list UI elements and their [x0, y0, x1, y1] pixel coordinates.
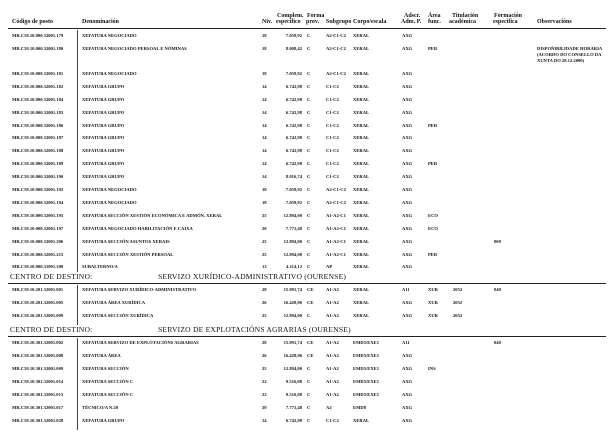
- cell-code: MR.C59.10.301.32001.017: [12, 405, 64, 410]
- header-formacion-1: Formación: [494, 13, 522, 19]
- cell-denominacion: XEFATURA GRUPO: [82, 161, 125, 167]
- cell-denominacion: XEFATURA GRUPO: [82, 135, 125, 141]
- table-row: [0, 161, 615, 171]
- cell-niv: 22: [262, 379, 267, 384]
- table-row: [0, 287, 615, 297]
- cell-complemento: 6.742,98: [285, 418, 302, 423]
- cell-subgrupo: C1-C2: [326, 161, 339, 167]
- cell-code: MR.C59.10.000.32001.215: [12, 251, 64, 257]
- cell-forma: C: [307, 33, 311, 38]
- cell-denominacion: XEFATURA NEGOCIADO HABILITACIÓN E CAIXA: [82, 225, 193, 231]
- cell-complemento: 8.016,74: [285, 174, 302, 180]
- cell-corpo: XERAL: [353, 33, 370, 38]
- table-row: [0, 405, 615, 415]
- cell-adscr: AXG: [402, 45, 413, 51]
- cell-corpo: XERAL: [353, 418, 370, 423]
- cell-adscr: AXG: [402, 225, 413, 231]
- cell-adscr: AXG: [402, 353, 413, 358]
- cell-area: INS: [428, 366, 436, 371]
- cell-corpo: EMD5/EXE1: [353, 392, 380, 397]
- cell-adscr: AXG: [402, 122, 413, 128]
- cell-observacions: DISPOÑIBILIDADE HORARIA (ACORDO DO CONSELLO DA XUNTA DO 28.12.2000): [537, 45, 602, 63]
- cell-niv: 14: [262, 418, 267, 423]
- cell-code: MR.C59.10.301.32001.015: [12, 392, 64, 397]
- cell-denominacion: XEFATURA ÁREA XURÍDICA: [82, 300, 146, 305]
- cell-subgrupo: A1-A2: [326, 340, 339, 345]
- table-row: [0, 174, 615, 184]
- cell-adscr: AXG: [402, 379, 413, 384]
- cell-adscr: A11: [402, 340, 410, 345]
- header-complem-1: Complem.: [277, 13, 304, 19]
- cell-code: MR.C59.10.301.32001.028: [12, 418, 64, 423]
- cell-niv: 13: [262, 264, 267, 270]
- table-row: [0, 226, 615, 236]
- cell-denominacion: XEFATURA NEGOCIADO PERSOAL E NÓMINAS: [82, 45, 187, 51]
- cell-adscr: AXG: [402, 418, 413, 423]
- table-row: [0, 45, 615, 63]
- cell-niv: 26: [262, 353, 267, 358]
- cell-code: MR.C59.10.000.32001.181: [12, 70, 64, 76]
- header-niv: Niv.: [262, 19, 273, 25]
- cell-corpo: XERAL: [353, 225, 370, 231]
- cell-corpo: XERAL: [353, 174, 370, 180]
- cell-complemento: 7.059,92: [285, 199, 302, 205]
- cell-niv: 20: [262, 405, 267, 410]
- cell-denominacion: XEFATURA GRUPO: [82, 148, 125, 154]
- cell-adscr: AXG: [402, 264, 413, 270]
- cell-denominacion: XEFATURA GRUPO: [82, 122, 125, 128]
- cell-code: MR.C59.10.301.32001.008: [12, 353, 64, 358]
- cell-complemento: 6.742,98: [285, 148, 302, 154]
- cell-code: MR.C59.10.301.32001.009: [12, 366, 64, 371]
- cell-subgrupo: A2-C1-C2: [326, 70, 346, 76]
- table-row: [0, 187, 615, 197]
- cell-complemento: 6.742,98: [285, 122, 302, 128]
- cell-forma: C: [307, 122, 311, 128]
- cell-complemento: 16.428,96: [283, 353, 302, 358]
- cell-formacion: 009: [494, 238, 501, 244]
- table-row: [0, 71, 615, 81]
- header-titulacion-1: Titulación: [452, 13, 479, 19]
- header-forma-2: prov.: [306, 19, 320, 25]
- cell-corpo: XERAL: [353, 212, 370, 218]
- cell-area: ECO: [428, 212, 438, 218]
- cell-forma: C: [307, 238, 311, 244]
- header-area-2: func.: [428, 19, 441, 25]
- cell-complemento: 15.991,74: [283, 287, 302, 292]
- table-row: [0, 239, 615, 249]
- cell-forma: C: [307, 161, 311, 167]
- cell-denominacion: XEFATURA NEGOCIADO: [82, 199, 137, 205]
- cell-subgrupo: A1-A2: [326, 392, 339, 397]
- header-codigo: Código de posto: [12, 19, 54, 25]
- cell-code: MR.C59.10.000.32001.195: [12, 212, 64, 218]
- cell-area: PER: [428, 122, 438, 128]
- cell-complemento: 6.742,98: [285, 135, 302, 141]
- cell-code: MR.C59.10.000.32001.182: [12, 83, 64, 89]
- cell-area: XUR: [428, 313, 438, 318]
- cell-adscr: AXG: [402, 83, 413, 89]
- cell-forma: C: [307, 379, 311, 384]
- section-label: CENTRO DE DESTINO:: [10, 325, 93, 334]
- cell-code: MR.C59.10.201.32001.001: [12, 287, 64, 292]
- cell-denominacion: XEFATURA SECCIÓN ASUNTOS XERAIS: [82, 238, 170, 244]
- cell-forma: C: [307, 45, 311, 51]
- cell-corpo: EMD5/EXE1: [353, 353, 380, 358]
- cell-complemento: 8.008,42: [285, 45, 302, 51]
- cell-forma: CE: [307, 300, 314, 305]
- cell-corpo: EMD5/EXE1: [353, 379, 380, 384]
- cell-corpo: XERAL: [353, 83, 370, 89]
- cell-subgrupo: C1-C2: [326, 83, 339, 89]
- cell-adscr: AXG: [402, 96, 413, 102]
- cell-complemento: 9.516,08: [285, 392, 302, 397]
- cell-subgrupo: A1-A2: [326, 300, 339, 305]
- header-observacions: Observacións: [537, 19, 572, 25]
- cell-niv: 14: [262, 83, 267, 89]
- section-name: SERVIZO XURÍDICO-ADMINISTRATIVO (OURENSE): [158, 272, 347, 281]
- cell-adscr: AXG: [402, 148, 413, 154]
- cell-denominacion: XEFATURA GRUPO: [82, 109, 125, 115]
- cell-code: MR.C59.10.201.32001.005: [12, 300, 64, 305]
- cell-niv: 14: [262, 148, 267, 154]
- cell-complemento: 7.059,92: [285, 70, 302, 76]
- table-row: [0, 300, 615, 310]
- cell-niv: 14: [262, 135, 267, 141]
- table-row: [0, 110, 615, 120]
- cell-niv: 25: [262, 238, 267, 244]
- cell-code: MR.C59.10.000.32001.186: [12, 122, 64, 128]
- table-row: [0, 252, 615, 262]
- header-forma-1: Forma: [307, 13, 325, 19]
- cell-forma: C: [307, 366, 311, 371]
- cell-subgrupo: AP: [326, 264, 333, 270]
- cell-code: MR.C59.10.000.32001.197: [12, 225, 64, 231]
- cell-corpo: XERAL: [353, 96, 370, 102]
- cell-area: XUR: [428, 300, 438, 305]
- cell-subgrupo: A2-C1-C2: [326, 187, 346, 192]
- cell-complemento: 12.894,00: [283, 251, 302, 257]
- cell-subgrupo: C1-C2: [326, 109, 339, 115]
- cell-code: MR.C59.10.000.32001.206: [12, 238, 64, 244]
- cell-complemento: 9.516,08: [285, 379, 302, 384]
- cell-corpo: XERAL: [353, 287, 370, 292]
- cell-complemento: 6.742,98: [285, 109, 302, 115]
- cell-subgrupo: C1-C2: [326, 96, 339, 102]
- cell-complemento: 7.059,92: [285, 33, 302, 38]
- cell-adscr: AXG: [402, 70, 413, 76]
- cell-adscr: AXG: [402, 300, 413, 305]
- cell-forma: C: [307, 148, 311, 154]
- cell-adscr: AXG: [402, 238, 413, 244]
- cell-adscr: AXG: [402, 212, 413, 218]
- cell-subgrupo: C1-C2: [326, 135, 339, 141]
- cell-denominacion: XEFATURA SECCIÓN XURÍDICA: [82, 313, 154, 318]
- cell-denominacion: XEFATURA NEGOCIADO: [82, 33, 137, 38]
- header-complem-2: específico: [276, 19, 301, 25]
- cell-forma: CE: [307, 340, 314, 345]
- cell-adscr: AXG: [402, 313, 413, 318]
- table-row: [0, 200, 615, 210]
- cell-denominacion: XEFATURA SECCIÓN C: [82, 379, 134, 384]
- cell-subgrupo: A1-A2: [326, 313, 339, 318]
- cell-corpo: XERAL: [353, 199, 370, 205]
- cell-niv: 25: [262, 366, 267, 371]
- cell-forma: C: [307, 225, 311, 231]
- col-separator: [77, 338, 78, 430]
- cell-niv: 25: [262, 313, 267, 318]
- cell-adscr: AXG: [402, 392, 413, 397]
- cell-niv: 22: [262, 392, 267, 397]
- cell-forma: C: [307, 392, 311, 397]
- cell-forma: C: [307, 212, 311, 218]
- col-separator: [77, 285, 78, 325]
- table-row: [0, 213, 615, 223]
- cell-denominacion: XEFATURA NEGOCIADO: [82, 187, 137, 192]
- cell-code: MR.C59.10.000.32001.185: [12, 109, 64, 115]
- cell-formacion: 040: [494, 287, 501, 292]
- cell-forma: C: [307, 96, 311, 102]
- cell-subgrupo: A1-A2-C1: [326, 238, 346, 244]
- cell-adscr: AXG: [402, 33, 413, 38]
- cell-complemento: 7.771,48: [285, 225, 302, 231]
- cell-niv: 28: [262, 340, 267, 345]
- cell-complemento: 12.894,00: [283, 238, 302, 244]
- cell-denominacion: XEFATURA GRUPO: [82, 83, 125, 89]
- cell-niv: 18: [262, 33, 267, 38]
- cell-denominacion: XEFATURA GRUPO: [82, 96, 125, 102]
- cell-code: MR.C59.10.000.32001.192: [12, 187, 64, 192]
- cell-denominacion: XEFATURA SECCIÓN XESTIÓN ECONÓMICA E ADMÓN. XERAL: [82, 212, 223, 218]
- header-adscr-2: Adm. P.: [401, 19, 422, 25]
- cell-complemento: 7.059,92: [285, 187, 302, 192]
- cell-code: MR.C59.10.301.32001.002: [12, 340, 64, 345]
- table-row: [0, 313, 615, 323]
- cell-niv: 14: [262, 174, 267, 180]
- cell-niv: 14: [262, 96, 267, 102]
- cell-complemento: 16.428,96: [283, 300, 302, 305]
- cell-forma: C: [307, 135, 311, 141]
- cell-corpo: EMD8: [353, 405, 367, 410]
- cell-code: MR.C59.10.000.31001.308: [12, 264, 64, 270]
- cell-adscr: AXG: [402, 199, 413, 205]
- cell-corpo: XERAL: [353, 187, 370, 192]
- table-row: [0, 353, 615, 363]
- cell-code: MR.C59.10.000.32001.180: [12, 45, 64, 51]
- cell-niv: 25: [262, 212, 267, 218]
- table-row: [0, 418, 615, 428]
- cell-denominacion: SUBALTERNO/A: [82, 264, 118, 270]
- cell-area: XUR: [428, 287, 438, 292]
- cell-corpo: XERAL: [353, 238, 370, 244]
- cell-forma: C: [307, 70, 311, 76]
- cell-denominacion: XEFATURA SERVIZO XURÍDICO-ADMINISTRATIVO: [82, 287, 197, 292]
- cell-adscr: AXG: [402, 187, 413, 192]
- cell-niv: 18: [262, 45, 267, 51]
- cell-subgrupo: A1-A2-C1: [326, 212, 346, 218]
- cell-forma: CE: [307, 353, 314, 358]
- cell-corpo: XERAL: [353, 122, 370, 128]
- cell-code: MR.C59.10.201.32001.009: [12, 313, 64, 318]
- cell-niv: 25: [262, 251, 267, 257]
- cell-subgrupo: A2-C1-C2: [326, 45, 346, 51]
- cell-denominacion: XEFATURA GRUPO: [82, 174, 125, 180]
- section-name: SERVIZO DE EXPLOTACIÓNS AGRARIAS (OURENSE): [158, 325, 351, 334]
- table-row: [0, 366, 615, 376]
- table-row: [0, 340, 615, 350]
- cell-forma: C: [307, 313, 311, 318]
- cell-denominacion: XEFATURA GRUPO: [82, 418, 125, 423]
- table-row: [0, 392, 615, 402]
- cell-niv: 26: [262, 300, 267, 305]
- cell-adscr: A11: [402, 287, 410, 292]
- cell-forma: C: [307, 264, 311, 270]
- cell-corpo: XERAL: [353, 109, 370, 115]
- section-rule: [8, 336, 606, 337]
- table-row: [0, 148, 615, 158]
- cell-subgrupo: A1-A2: [326, 366, 339, 371]
- cell-adscr: AXG: [402, 251, 413, 257]
- cell-corpo: XERAL: [353, 313, 370, 318]
- header-corpo: Corpo/escala: [353, 19, 387, 25]
- cell-denominacion: XEFATURA SECCIÓN XESTIÓN PERSOAL: [82, 251, 174, 257]
- section-header-xuridico: [10, 272, 610, 282]
- cell-complemento: 6.742,98: [285, 161, 302, 167]
- header-area-1: Área: [428, 13, 441, 19]
- cell-adscr: AXG: [402, 109, 413, 115]
- cell-code: MR.C59.10.000.32001.188: [12, 148, 64, 154]
- cell-denominacion: XEFATURA SERVIZO DE EXPLOTACIÓNS AGRARIAS: [82, 340, 199, 345]
- header-titulacion-2: académica: [449, 19, 476, 25]
- cell-adscr: AXG: [402, 366, 413, 371]
- cell-forma: C: [307, 405, 311, 410]
- cell-complemento: 12.894,00: [283, 212, 302, 218]
- cell-niv: 18: [262, 199, 267, 205]
- cell-subgrupo: C1-C2: [326, 148, 339, 154]
- cell-niv: 14: [262, 122, 267, 128]
- cell-code: MR.C59.10.000.32001.187: [12, 135, 64, 141]
- cell-area: PER: [428, 251, 438, 257]
- table-row: [0, 97, 615, 107]
- cell-subgrupo: A2-C1-C2: [326, 199, 346, 205]
- cell-area: PER: [428, 161, 438, 167]
- cell-niv: 28: [262, 287, 267, 292]
- cell-niv: 20: [262, 225, 267, 231]
- cell-adscr: AXG: [402, 405, 413, 410]
- cell-niv: 14: [262, 161, 267, 167]
- col-separator: [77, 30, 78, 272]
- cell-area: PER: [428, 45, 438, 51]
- cell-subgrupo: A2-C1-C2: [326, 33, 346, 38]
- cell-complemento: 12.894,00: [283, 366, 302, 371]
- table-row: [0, 135, 615, 145]
- cell-denominacion: XEFATURA NEGOCIADO: [82, 70, 137, 76]
- cell-complemento: 7.771,48: [285, 405, 302, 410]
- cell-adscr: AXG: [402, 174, 413, 180]
- table-row: [0, 379, 615, 389]
- cell-corpo: XERAL: [353, 300, 370, 305]
- section-header-explotacions: [10, 325, 610, 335]
- cell-subgrupo: C1-C2: [326, 122, 339, 128]
- cell-code: MR.C59.10.000.32001.194: [12, 199, 64, 205]
- cell-forma: CE: [307, 287, 314, 292]
- header-adscr-1: Adscr.: [404, 13, 421, 19]
- cell-area: ECO: [428, 225, 438, 231]
- cell-complemento: 12.894,00: [283, 313, 302, 318]
- cell-subgrupo: A2: [326, 405, 332, 410]
- cell-corpo: XERAL: [353, 70, 370, 76]
- cell-titulacion: 2052: [453, 300, 463, 305]
- cell-corpo: EMD5/EXE1: [353, 340, 380, 345]
- header-subgrupo: Subgrupo: [326, 19, 352, 25]
- cell-corpo: XERAL: [353, 251, 370, 257]
- cell-complemento: 6.742,98: [285, 83, 302, 89]
- cell-titulacion: 2052: [453, 313, 463, 318]
- cell-code: MR.C59.10.000.32001.179: [12, 33, 64, 38]
- cell-corpo: XERAL: [353, 264, 370, 270]
- cell-corpo: XERAL: [353, 135, 370, 141]
- cell-corpo: XERAL: [353, 148, 370, 154]
- cell-subgrupo: A1-A2: [326, 379, 339, 384]
- cell-forma: C: [307, 187, 311, 192]
- header-formacion-2: específica: [493, 19, 518, 25]
- cell-adscr: AXG: [402, 135, 413, 141]
- cell-corpo: EMD5/EXE1: [353, 366, 380, 371]
- section-label: CENTRO DE DESTINO:: [10, 272, 93, 281]
- table-row: [0, 84, 615, 94]
- cell-forma: C: [307, 251, 311, 257]
- cell-forma: C: [307, 418, 311, 423]
- table-row: [0, 123, 615, 133]
- cell-code: MR.C59.10.000.32001.190: [12, 174, 64, 180]
- cell-complemento: 15.991,74: [283, 340, 302, 345]
- header-denominacion: Denominación: [82, 19, 120, 25]
- cell-denominacion: XEFATURA ÁREA: [82, 353, 121, 358]
- section-rule: [8, 283, 606, 284]
- cell-subgrupo: C1-C2: [326, 418, 339, 423]
- cell-denominacion: XEFATURA SECCIÓN: [82, 366, 129, 371]
- cell-forma: C: [307, 109, 311, 115]
- cell-corpo: XERAL: [353, 161, 370, 167]
- cell-denominacion: TÉCNICO/A N.20: [82, 405, 118, 410]
- cell-forma: C: [307, 174, 311, 180]
- cell-code: MR.C59.10.301.32001.014: [12, 379, 64, 384]
- cell-formacion: 040: [494, 340, 501, 345]
- table-row: [0, 33, 615, 43]
- header-rule: [8, 28, 606, 29]
- cell-titulacion: 2052: [453, 287, 463, 292]
- cell-subgrupo: A1-A2: [326, 287, 339, 292]
- cell-complemento: 4.114,12: [286, 264, 302, 270]
- cell-forma: C: [307, 83, 311, 89]
- cell-complemento: 6.742,98: [285, 96, 302, 102]
- cell-adscr: AXG: [402, 161, 413, 167]
- cell-code: MR.C59.10.000.32001.189: [12, 161, 64, 167]
- cell-niv: 18: [262, 187, 267, 192]
- cell-niv: 18: [262, 70, 267, 76]
- cell-corpo: XERAL: [353, 45, 370, 51]
- cell-niv: 14: [262, 109, 267, 115]
- cell-subgrupo: C1-C2: [326, 174, 339, 180]
- cell-subgrupo: A1-A2-C1: [326, 225, 346, 231]
- cell-subgrupo: A1-A2: [326, 353, 339, 358]
- cell-forma: C: [307, 199, 311, 205]
- cell-subgrupo: A1-A2-C1: [326, 251, 346, 257]
- cell-denominacion: XEFATURA SECCIÓN C: [82, 392, 134, 397]
- cell-code: MR.C59.10.000.32001.184: [12, 96, 64, 102]
